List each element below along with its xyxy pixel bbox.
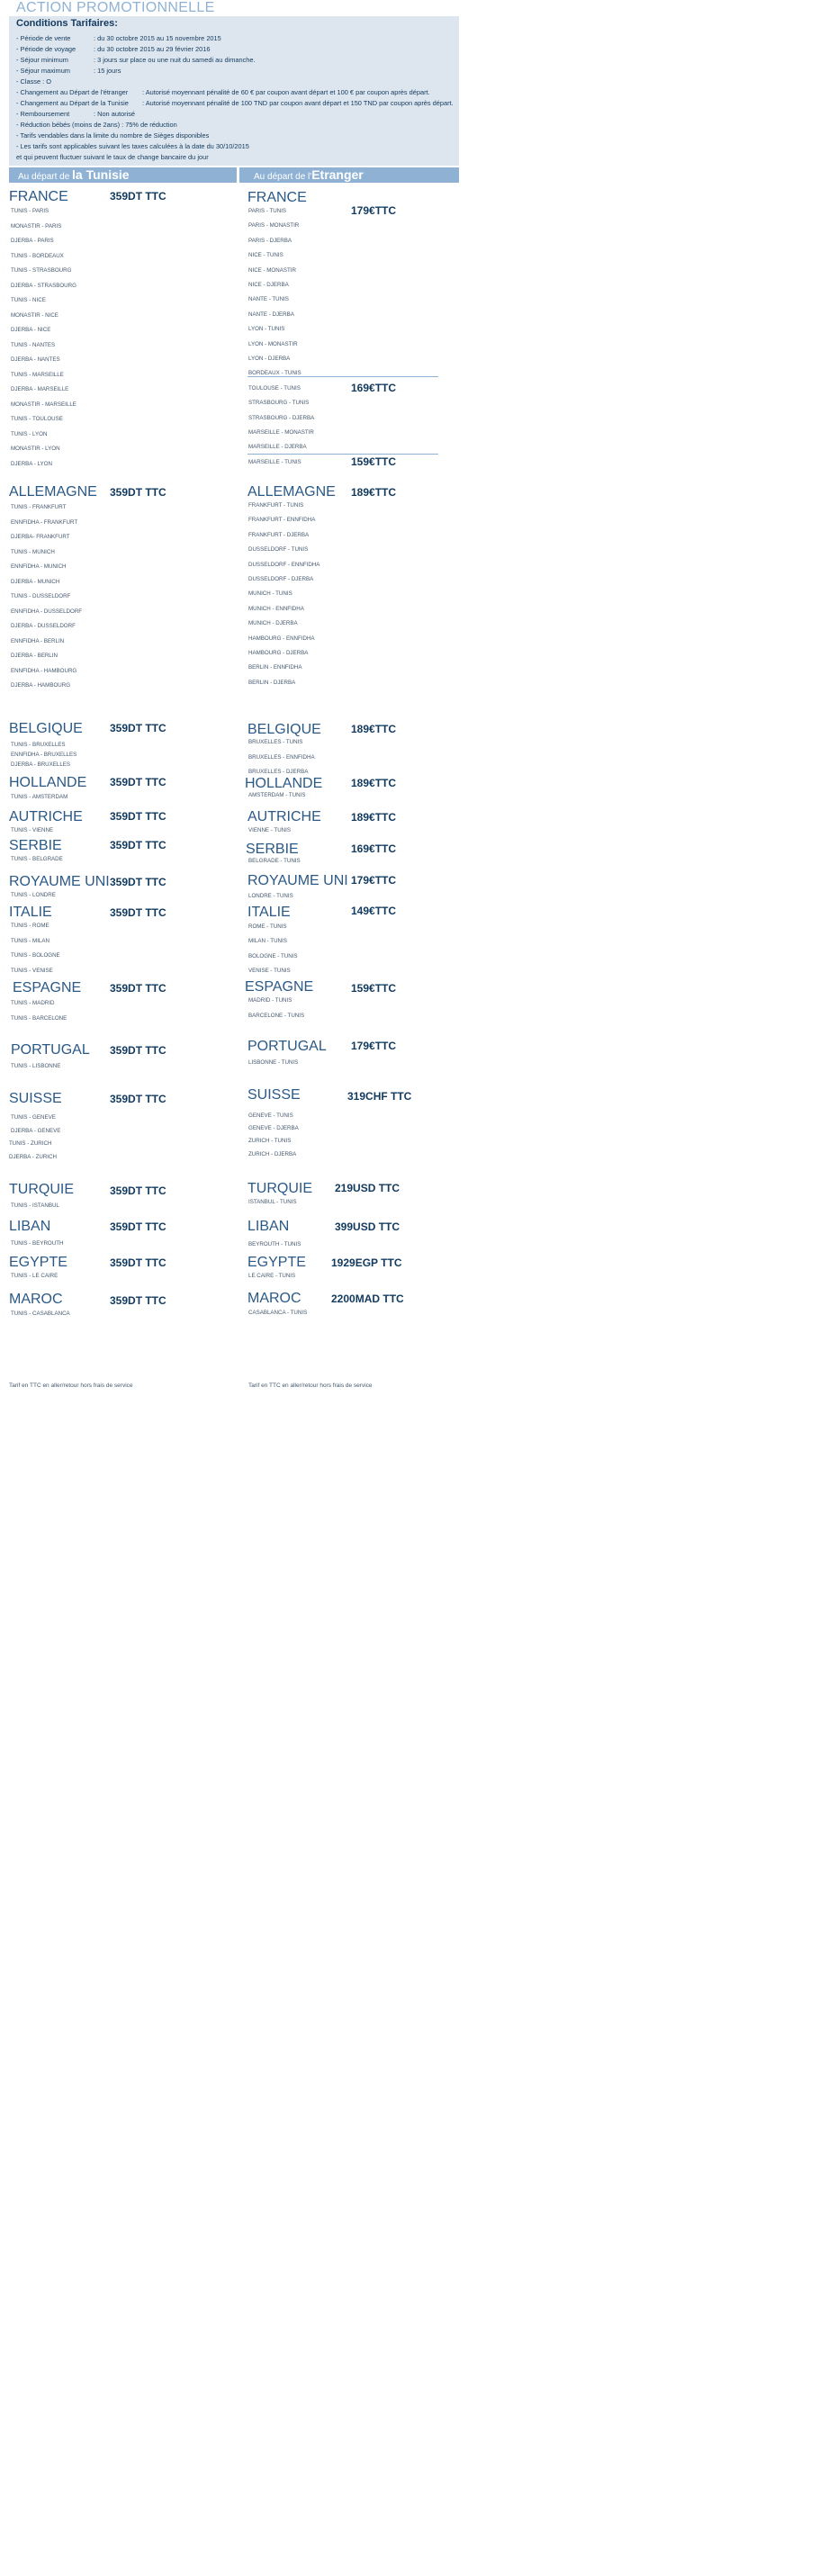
fare-price: 159€TTC <box>351 982 397 995</box>
country-heading-liban: LIBAN <box>9 1219 51 1234</box>
route-item: MARSEILLE - MONASTIR <box>248 429 314 436</box>
fare-price: 149€TTC <box>351 905 397 917</box>
country-heading-suisse: SUISSE <box>9 1091 62 1106</box>
condition-line <box>16 67 121 75</box>
route-item: FRANKFURT - DJERBA <box>248 532 310 538</box>
condition-value: : du 30 octobre 2015 au 29 février 2016 <box>94 45 211 53</box>
route-item: ENNFIDHA - MUNICH <box>11 563 67 570</box>
route-item: TUNIS - MADRID <box>11 1000 55 1006</box>
route-item: LYON - DJERBA <box>248 356 291 362</box>
route-item: BERLIN - ENNFIDHA <box>248 664 302 671</box>
route-item: MONASTIR - PARIS <box>11 223 62 230</box>
route-item: GENEVE - DJERBA <box>248 1125 299 1131</box>
route-item: DUSSELDORF - ENNFIDHA <box>248 562 320 568</box>
country-heading-egypte: EGYPTE <box>248 1255 306 1270</box>
country-heading-espagne: ESPAGNE <box>245 979 314 995</box>
route-item: ENNFIDHA - DUSSELDORF <box>11 608 83 615</box>
route-item: TUNIS - AMSTERDAM <box>11 794 68 800</box>
condition-value: : 3 jours sur place ou une nuit du samedi au dimanche. <box>94 56 256 64</box>
route-item: VENISE - TUNIS <box>248 968 291 974</box>
country-heading-hollande: HOLLANDE <box>245 776 323 791</box>
fare-price: 359DT TTC <box>110 776 166 788</box>
route-item: ENNFIDHA - HAMBOURG <box>11 668 77 674</box>
route-item: LYON - TUNIS <box>248 326 285 332</box>
country-heading-maroc: MAROC <box>248 1291 302 1306</box>
fare-price: 189€TTC <box>351 723 397 735</box>
route-item: AMSTERDAM - TUNIS <box>248 792 306 798</box>
route-item: TUNIS - LISBONNE <box>11 1063 61 1069</box>
route-item: TUNIS - ZURICH <box>9 1140 52 1147</box>
route-item: TOULOUSE - TUNIS <box>248 385 301 392</box>
conditions-heading: Conditions Tarifaires: <box>16 18 118 29</box>
route-item: TUNIS - BELGRADE <box>11 856 63 862</box>
country-heading-autriche: AUTRICHE <box>248 809 321 824</box>
fare-price: 219USD TTC <box>335 1182 400 1194</box>
condition-line <box>16 34 221 42</box>
fare-price: 179€TTC <box>351 1040 397 1052</box>
route-item: DJERBA - PARIS <box>11 238 54 244</box>
country-heading-suisse: SUISSE <box>248 1087 301 1103</box>
fare-price: 359DT TTC <box>110 1093 166 1105</box>
condition-value: : 15 jours <box>94 67 122 75</box>
route-item: DJERBA - BERLIN <box>11 653 58 659</box>
route-item: DJERBA - BRUXELLES <box>11 761 71 768</box>
fare-price: 189€TTC <box>351 811 397 824</box>
condition-value: : Autorisé moyennant pénalité de 100 TND par coupon avant départ et 150 TND par coupon après départ. <box>142 99 454 107</box>
route-item: MARSEILLE - TUNIS <box>248 459 302 465</box>
condition-label: - Changement au Départ de l'étranger <box>16 88 129 96</box>
condition-label: - Période de vente <box>16 34 71 42</box>
route-item: TUNIS - FRANKFURT <box>11 504 67 510</box>
route-item: PARIS - MONASTIR <box>248 222 300 229</box>
condition-line <box>16 45 210 53</box>
route-item: DJERBA - LYON <box>11 461 52 467</box>
header-right-emphasis: Etranger <box>311 167 364 182</box>
fare-price: 359DT TTC <box>110 190 166 203</box>
country-heading-portugal: PORTUGAL <box>248 1039 327 1054</box>
fare-price: 2200MAD TTC <box>331 1293 404 1305</box>
route-item: DJERBA - STRASBOURG <box>11 283 76 289</box>
condition-line <box>16 131 209 140</box>
route-item: TUNIS - BRUXELLES <box>11 742 66 748</box>
footer-note-left: Tarif en TTC en aller/retour hors frais de service <box>9 1383 133 1389</box>
condition-value: : du 30 octobre 2015 au 15 novembre 2015 <box>94 34 221 42</box>
condition-label: - Période de voyage <box>16 45 76 53</box>
route-item: MILAN - TUNIS <box>248 938 287 944</box>
fare-price: 359DT TTC <box>110 1220 166 1233</box>
condition-label: - Séjour maximum <box>16 67 70 75</box>
fare-price: 189€TTC <box>351 777 397 789</box>
header-right-prefix: Au départ de l' <box>254 172 312 182</box>
condition-label: - Classe : O <box>16 77 52 86</box>
route-item: ENNFIDHA - FRANKFURT <box>11 519 78 526</box>
country-heading-serbie: SERBIE <box>246 842 299 857</box>
route-item: TUNIS - TOULOUSE <box>11 416 63 422</box>
route-item: TUNIS - BORDEAUX <box>11 253 64 259</box>
condition-value: : Non autorisé <box>94 110 136 118</box>
fare-price: 1929EGP TTC <box>331 1256 402 1269</box>
route-item: TUNIS - MUNICH <box>11 549 55 555</box>
route-item: DJERBA - HAMBOURG <box>11 682 71 689</box>
condition-label: et qui peuvent fluctuer suivant le taux de change bancaire du jour <box>16 153 209 161</box>
fare-price: 359DT TTC <box>110 876 166 888</box>
route-item: ENNFIDHA - BERLIN <box>11 638 65 644</box>
fare-price: 189€TTC <box>351 486 397 499</box>
route-item: DJERBA - DUSSELDORF <box>11 623 76 629</box>
route-item: MUNICH - DJERBA <box>248 620 298 626</box>
fare-price: 359DT TTC <box>110 722 166 734</box>
country-heading-royaume-uni: ROYAUME UNI <box>248 873 348 888</box>
route-item: MONASTIR - LYON <box>11 446 60 452</box>
route-item: VIENNE - TUNIS <box>248 827 291 833</box>
route-item: PARIS - TUNIS <box>248 208 287 214</box>
footer-note-right: Tarif en TTC en aller/retour hors frais de service <box>248 1383 373 1389</box>
condition-line <box>16 110 135 118</box>
route-item: LONDRE - TUNIS <box>248 893 293 899</box>
route-item: FRANKFURT - TUNIS <box>248 502 304 509</box>
price-group-divider <box>248 454 438 455</box>
route-item: BORDEAUX - TUNIS <box>248 370 302 376</box>
condition-label: - Tarifs vendables dans la limite du nombre de Sièges disponibles <box>16 131 210 140</box>
route-item: DUSSELDORF - DJERBA <box>248 576 314 582</box>
route-item: DJERBA - NANTES <box>11 356 60 363</box>
route-item: ROME - TUNIS <box>248 923 287 930</box>
fare-price: 159€TTC <box>351 455 397 468</box>
country-heading-autriche: AUTRICHE <box>9 809 83 824</box>
route-item: STRASBOURG - DJERBA <box>248 415 315 421</box>
route-item: MADRID - TUNIS <box>248 997 292 1004</box>
route-item: TUNIS - LE CAIRE <box>11 1273 58 1279</box>
route-item: BRUXELLES - ENNFIDHA <box>248 754 315 761</box>
route-item: BRUXELLES - DJERBA <box>248 769 309 775</box>
route-item: TUNIS - PARIS <box>11 208 50 214</box>
fare-price: 359DT TTC <box>110 1044 166 1057</box>
fare-price: 359DT TTC <box>110 1184 166 1197</box>
route-item: TUNIS - BOLOGNE <box>11 952 60 959</box>
route-item: TUNIS - VIENNE <box>11 827 54 833</box>
condition-line <box>16 77 51 86</box>
route-item: TUNIS - DUSSELDORF <box>11 593 71 599</box>
route-item: BELGRADE - TUNIS <box>248 858 301 864</box>
route-item: BOLOGNE - TUNIS <box>248 953 298 959</box>
condition-label: - Changement au Départ de la Tunisie <box>16 99 129 107</box>
route-item: STRASBOURG - TUNIS <box>248 400 310 406</box>
country-heading-france: FRANCE <box>9 189 68 204</box>
route-item: TUNIS - VENISE <box>11 968 53 974</box>
fare-price: 359DT TTC <box>110 906 166 919</box>
country-heading-allemagne: ALLEMAGNE <box>9 484 97 500</box>
route-item: BRUXELLES - TUNIS <box>248 739 303 745</box>
condition-line <box>16 56 256 64</box>
route-item: TUNIS - ROME <box>11 923 50 929</box>
country-heading-turquie: TURQUIE <box>248 1181 312 1196</box>
fare-price: 359DT TTC <box>110 1294 166 1307</box>
fare-price: 359DT TTC <box>110 1256 166 1269</box>
route-item: LISBONNE - TUNIS <box>248 1059 299 1066</box>
route-item: TUNIS - NICE <box>11 297 46 303</box>
country-heading-espagne: ESPAGNE <box>13 980 82 995</box>
route-item: ENNFIDHA - BRUXELLES <box>11 752 77 758</box>
country-heading-liban: LIBAN <box>248 1219 290 1234</box>
country-heading-allemagne: ALLEMAGNE <box>248 484 336 500</box>
condition-line <box>16 99 454 107</box>
route-item: DJERBA - ZURICH <box>9 1154 57 1160</box>
header-depart-etranger <box>239 167 459 183</box>
route-item: DJERBA - MUNICH <box>11 579 60 585</box>
fare-price: 359DT TTC <box>110 810 166 823</box>
route-item: NANTE - DJERBA <box>248 311 294 318</box>
route-item: DUSSELDORF - TUNIS <box>248 546 309 553</box>
route-item: TUNIS - MARSEILLE <box>11 372 64 378</box>
route-item: PARIS - DJERBA <box>248 238 292 244</box>
route-item: BERLIN - DJERBA <box>248 680 296 686</box>
route-item: TUNIS - ISTANBUL <box>11 1202 59 1209</box>
fare-price: 179€TTC <box>351 204 397 217</box>
route-item: TUNIS - NANTES <box>11 342 56 348</box>
route-item: MARSEILLE - DJERBA <box>248 444 307 450</box>
fare-price: 179€TTC <box>351 874 397 887</box>
condition-label: - Séjour minimum <box>16 56 68 64</box>
route-item: HAMBOURG - DJERBA <box>248 650 309 656</box>
route-item: NICE - MONASTIR <box>248 267 296 274</box>
condition-line <box>16 121 177 129</box>
country-heading-egypte: EGYPTE <box>9 1255 68 1270</box>
header-left-emphasis: la Tunisie <box>72 167 130 182</box>
country-heading-maroc: MAROC <box>9 1292 63 1307</box>
fare-price: 359DT TTC <box>110 839 166 851</box>
country-heading-france: FRANCE <box>248 190 307 205</box>
fare-price: 319CHF TTC <box>347 1090 412 1103</box>
condition-line <box>16 88 430 96</box>
route-item: DJERBA - NICE <box>11 327 51 333</box>
route-item: CASABLANCA - TUNIS <box>248 1310 308 1316</box>
route-item: MONASTIR - NICE <box>11 312 58 319</box>
page-title: ACTION PROMOTIONNELLE <box>16 0 215 15</box>
route-item: TUNIS - BEYROUTH <box>11 1240 64 1247</box>
route-item: TUNIS - GENEVE <box>11 1114 56 1121</box>
route-item: ZURICH - TUNIS <box>248 1138 292 1144</box>
route-item: ZURICH - DJERBA <box>248 1151 297 1157</box>
condition-label: - Réduction bébés (moins de 2ans) : 75% de réduction <box>16 121 177 129</box>
condition-label: - Les tarifs sont applicables suivant les taxes calculées à la date du 30/10/2015 <box>16 142 249 150</box>
condition-value: : Autorisé moyennant pénalité de 60 € par coupon avant départ et 100 € par coupon après départ. <box>142 88 430 96</box>
route-item: HAMBOURG - ENNFIDHA <box>248 635 315 642</box>
fare-price: 169€TTC <box>351 382 397 394</box>
route-item: NANTE - TUNIS <box>248 296 289 302</box>
route-item: TUNIS - STRASBOURG <box>11 267 72 274</box>
fare-price: 399USD TTC <box>335 1220 400 1233</box>
route-item: BARCELONE - TUNIS <box>248 1013 305 1019</box>
route-item: FRANKFURT - ENNFIDHA <box>248 517 316 523</box>
route-item: DJERBA - GENEVE <box>11 1128 61 1134</box>
fare-price: 169€TTC <box>351 842 397 855</box>
route-item: DJERBA- FRANKFURT <box>11 534 70 540</box>
route-item: TUNIS - LONDRE <box>11 892 56 898</box>
route-item: MUNICH - TUNIS <box>248 590 292 597</box>
country-heading-portugal: PORTUGAL <box>11 1042 90 1058</box>
route-item: NICE - DJERBA <box>248 282 289 288</box>
route-item: GENEVE - TUNIS <box>248 1112 293 1119</box>
country-heading-italie: ITALIE <box>9 905 52 920</box>
country-heading-belgique: BELGIQUE <box>248 722 321 737</box>
fare-price: 359DT TTC <box>110 982 166 995</box>
route-item: MONASTIR - MARSEILLE <box>11 401 76 408</box>
route-item: DJERBA - MARSEILLE <box>11 386 69 392</box>
country-heading-italie: ITALIE <box>248 905 291 920</box>
condition-line <box>16 142 249 150</box>
route-item: NICE - TUNIS <box>248 252 284 258</box>
route-item: TUNIS - MILAN <box>11 938 50 944</box>
header-depart-tunisie <box>9 167 237 183</box>
route-item: BEYROUTH - TUNIS <box>248 1241 302 1247</box>
country-heading-serbie: SERBIE <box>9 838 62 853</box>
route-item: ISTANBUL - TUNIS <box>248 1199 297 1205</box>
country-heading-royaume-uni: ROYAUME UNI <box>9 874 110 889</box>
fare-price: 359DT TTC <box>110 486 166 499</box>
country-heading-turquie: TURQUIE <box>9 1182 74 1197</box>
route-item: TUNIS - LYON <box>11 431 48 437</box>
condition-label: - Remboursement <box>16 110 70 118</box>
country-heading-belgique: BELGIQUE <box>9 721 83 736</box>
country-heading-hollande: HOLLANDE <box>9 775 87 790</box>
route-item: MUNICH - ENNFIDHA <box>248 606 304 612</box>
header-left-prefix: Au départ de <box>18 172 73 182</box>
route-item: LYON - MONASTIR <box>248 341 298 347</box>
condition-line <box>16 153 209 161</box>
route-item: TUNIS - CASABLANCA <box>11 1311 70 1317</box>
route-item: TUNIS - BARCELONE <box>11 1015 68 1022</box>
route-item: LE CAIRE - TUNIS <box>248 1273 296 1279</box>
